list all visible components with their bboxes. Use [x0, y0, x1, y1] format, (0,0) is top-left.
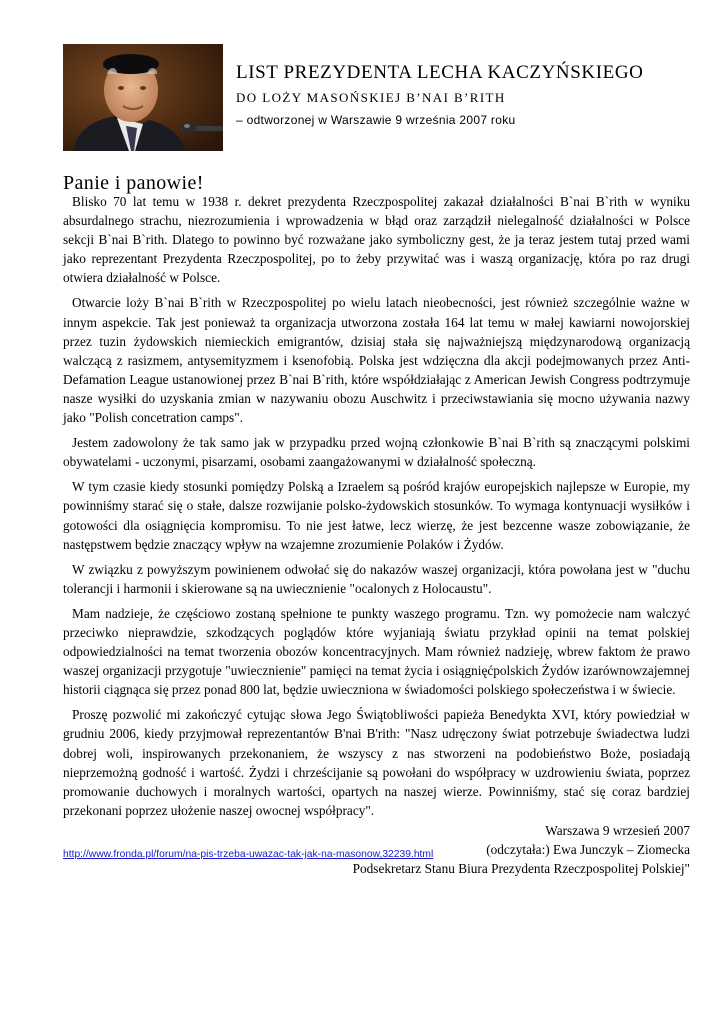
paragraph: W tym czasie kiedy stosunki pomiędzy Polską a Izraelem są pośród krajów europejskich najlepsze w Europie, my powinniśmy starać się o stałe, dalsze rozwijanie polsko-żydowskich stosunków. To wymaga kontynuacji wysiłków i gotowości dla osiągnięcia kompromisu. To nie jest łatwe, lecz wierzę, że jest bezcenne wasze zobowiązanie, że następstwem będzie znaczący wpływ na wzajemne zrozumienie Polaków i Żydów. [63, 479, 690, 552]
paragraph: W związku z powyższym powinienem odwołać się do nakazów waszej organizacji, która powołana jest w "duchu tolerancji i harmonii i skierowane są na uwiecznienie "ocalonych z Holocaustu". [63, 561, 690, 596]
source-link[interactable]: http://www.fronda.pl/forum/na-pis-trzeba-uwazac-tak-jak-na-masonow,32239.html [63, 849, 434, 860]
letter-subtitle: DO LOŻY MASOŃSKIEJ B’NAI B’RITH [236, 90, 506, 105]
letter-title: LIST PREZYDENTA LECHA KACZYŃSKIEGO [236, 62, 644, 83]
paragraph: Proszę pozwolić mi zakończyć cytując słowa Jego Świątobliwości papieża Benedykta XVI, który powiedział w grudniu 2006, kiedy przyjmował reprezentantów B'nai B'rith: "Nasz udręczony świat potrzebuje świadectwa ludzi dobrej woli, inspirowanych przekonaniem, że wszyscy z nas stworzeni na podobieństwo Boże, posiadają nieprzemożną godność i wartość. Żydzi i chrześcijanie są powołani do współpracy w uzdrowieniu świata, poprzez promowanie duchowych i moralnych wartości, opartych na naszej wierze. Powinniśmy, stać się coraz bardziej przekonani poprzez ułożenie naszej owocnej współpracy". [63, 707, 690, 818]
paragraph: Otwarcie loży B`nai B`rith w Rzeczpospolitej po wielu latach nieobecności, jest również szczególnie ważne w innym aspekcie. Tak jest ponieważ ta organizacja utworzona została 164 lat temu w małej kawiarni nowojorskiej przez tuzin żydowskich niemieckich emigrantów, dzisiaj stała się najważniejszą międzynarodową organizacją walczącą z rasizmem, antysemityzmem i ksenofobią. Polska jest wdzięczna dla akcji podejmowanych przez Anti-Defamation League ustanowionej przez B`nai B`rith, które współdziałając z American Jewish Congress podtrzymuje nasze wysiłki do uzyskania zmian w nazywaniu obozu Auschwitz i przeciwstawiania się mocno używania nazwy jako "Polish concetration camps". [63, 295, 690, 426]
portrait-photo [63, 44, 223, 151]
greeting: Panie i panowie! [63, 172, 204, 194]
signature-read-by: (odczytała:) Ewa Junczyk – Ziomecka [486, 842, 690, 857]
paragraph: Blisko 70 lat temu w 1938 r. dekret prezydenta Rzeczpospolitej zakazał działalności B`nai B`rith w wyniku absurdalnego strachu, niezrozumienia i wprowadzenia w błąd oraz zarządził nielegalność działalności w Polsce sekcji B`nai B`rith. Dlatego to powinno być rozważane jako symboliczny gest, że ja teraz jestem tutaj przed wami jako reprezentant Prezydenta Rzeczpospolitej, po to żeby przywitać was i waszą organizację, która po raz drugi otwiera działalność w Polsce. [63, 194, 690, 286]
signature-place-date: Warszawa 9 wrzesień 2007 [545, 822, 690, 838]
portrait-image [63, 44, 223, 151]
paragraph: Jestem zadowolony że tak samo jak w przypadku przed wojną członkowie B`nai B`rith są znaczącymi polskimi obywatelami - uczonymi, pisarzami, osobami zaangażowanymi w działalność społeczną. [63, 435, 690, 470]
letter-note: – odtworzonej w Warszawie 9 września 2007 roku [236, 113, 516, 127]
letter-body [63, 192, 690, 878]
signature-position: Podsekretarz Stanu Biura Prezydenta Rzeczpospolitej Polskiej" [352, 861, 690, 877]
paragraph: Mam nadzieje, że częściowo zostaną spełnione te punkty waszego programu. Tzn. wy pomożecie nam walczyć przeciwko nieprawdzie, szkodzących poglądów które wyjaniają światu przykład opinii na temat polskiej odpowiedzialności na temat tworzenia obozów koncentracyjnych. Mam również nadzieję, wbrew faktom że prawo waszej organizacji przygotuje "uwiecznienie" pamięci na temat życia i osiągnięćpolskich Żydów izarównowzajemnej historii ciągnąca się przez ponad 800 lat, będzie uwieczniona w świadomości polskiego społeczeństwa i w świecie. [63, 605, 690, 698]
